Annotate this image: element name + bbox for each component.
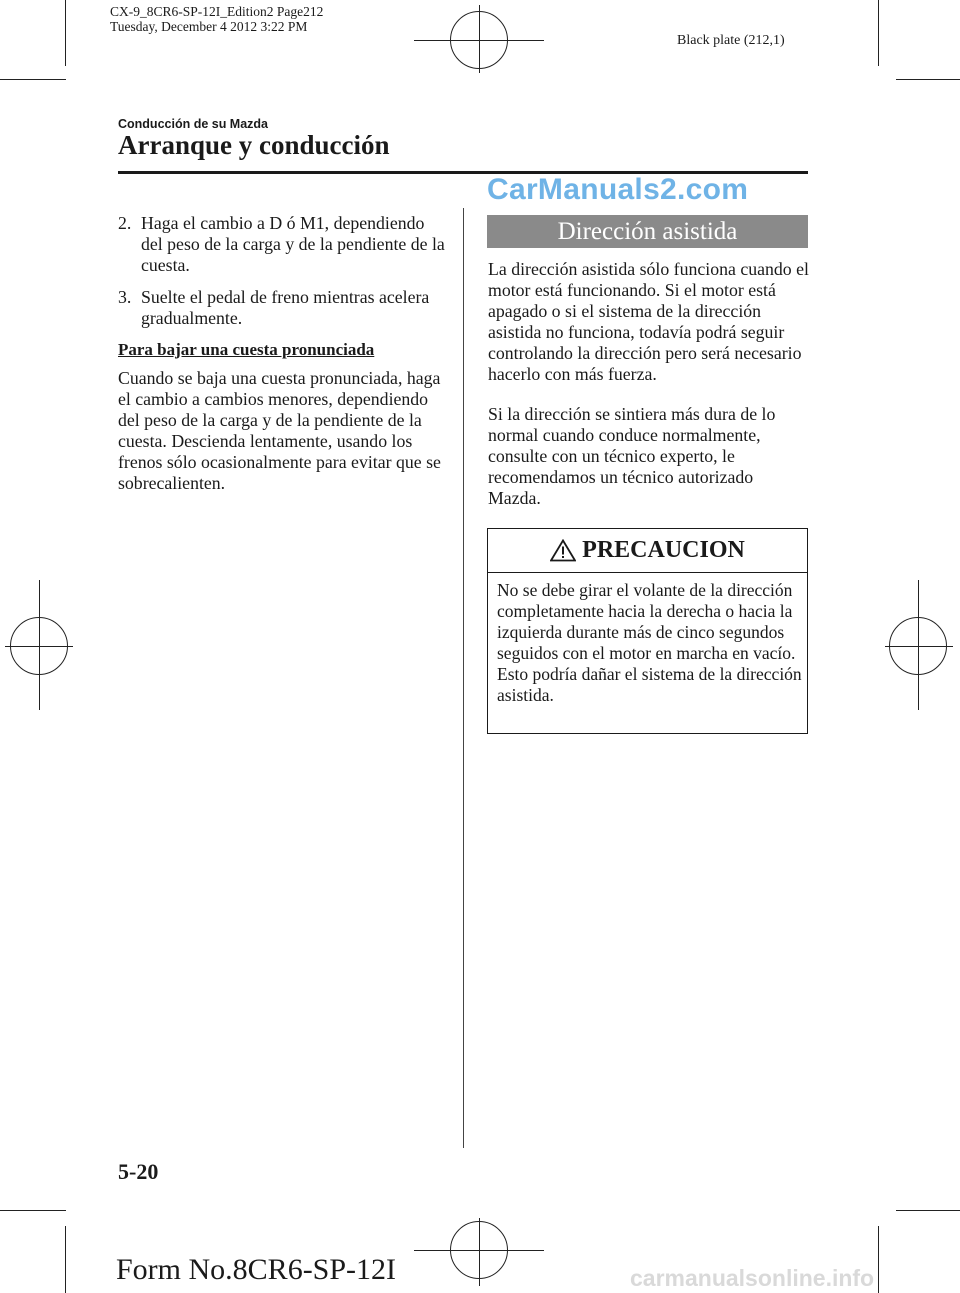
caution-text [497, 580, 802, 706]
list-item-text: Haga el cambio a D ó M1, dependiendo del peso de la carga y de la pendiente de la cuesta. [141, 213, 445, 275]
list-item-number: 2. [118, 213, 132, 233]
list-item-text: Suelte el pedal de freno mientras acelera gradualmente. [141, 287, 430, 328]
list-item-number: 3. [118, 287, 132, 307]
caution-header [488, 529, 807, 573]
section-label: Conducción de su Mazda [118, 117, 269, 131]
warning-triangle-icon [550, 539, 576, 562]
form-number: Form No.8CR6-SP-12I [116, 1253, 397, 1286]
printer-info-line2: Tuesday, December 4 2012 3:22 PM [110, 19, 308, 34]
caution-line-2: Esto podría dañar el sistema de la dirección asistida. [497, 664, 802, 705]
caution-box [487, 528, 808, 734]
subheading: Para bajar una cuesta pronunciada [118, 340, 375, 359]
footer-watermark: carmanualsonline.info [630, 1265, 875, 1291]
plate-label: Black plate (212,1) [677, 33, 785, 48]
list-item [118, 213, 448, 276]
printer-info [110, 4, 323, 34]
chapter-title: Arranque y conducción [118, 130, 390, 160]
caution-line-1: No se debe girar el volante de la dirección completamente hacia la derecha o hacia la izquierda durante más de cinco segundos seguidos con el motor en marcha en vacío. [497, 580, 796, 663]
page-number: 5-20 [118, 1159, 159, 1184]
section-title: Dirección asistida [487, 215, 808, 248]
caution-title: PRECAUCION [582, 537, 745, 563]
right-paragraph-1: La dirección asistida sólo funciona cuando el motor está funcionando. Si el motor está apagado o si el sistema de la dirección asistida no funciona, todavía podrá seguir controlando la dirección pero será necesario hacerlo con más fuerza. [488, 259, 809, 384]
printer-info-line1: CX-9_8CR6-SP-12I_Edition2 Page212 [110, 4, 324, 19]
right-paragraph-2: Si la dirección se sintiera más dura de lo normal cuando conduce normalmente, consulte con un técnico experto, le recomendamos un técnico autorizado Mazda. [488, 404, 776, 508]
column-divider [463, 208, 464, 1148]
list-item [118, 287, 448, 329]
left-paragraph: Cuando se baja una cuesta pronunciada, haga el cambio a cambios menores, dependiendo del peso de la carga y de la pendiente de la cuesta. Descienda lentamente, usando los frenos sólo ocasionalmente para evitar que se sobrecalienten. [118, 368, 441, 493]
watermark-logo: CarManuals2.com [487, 173, 749, 206]
